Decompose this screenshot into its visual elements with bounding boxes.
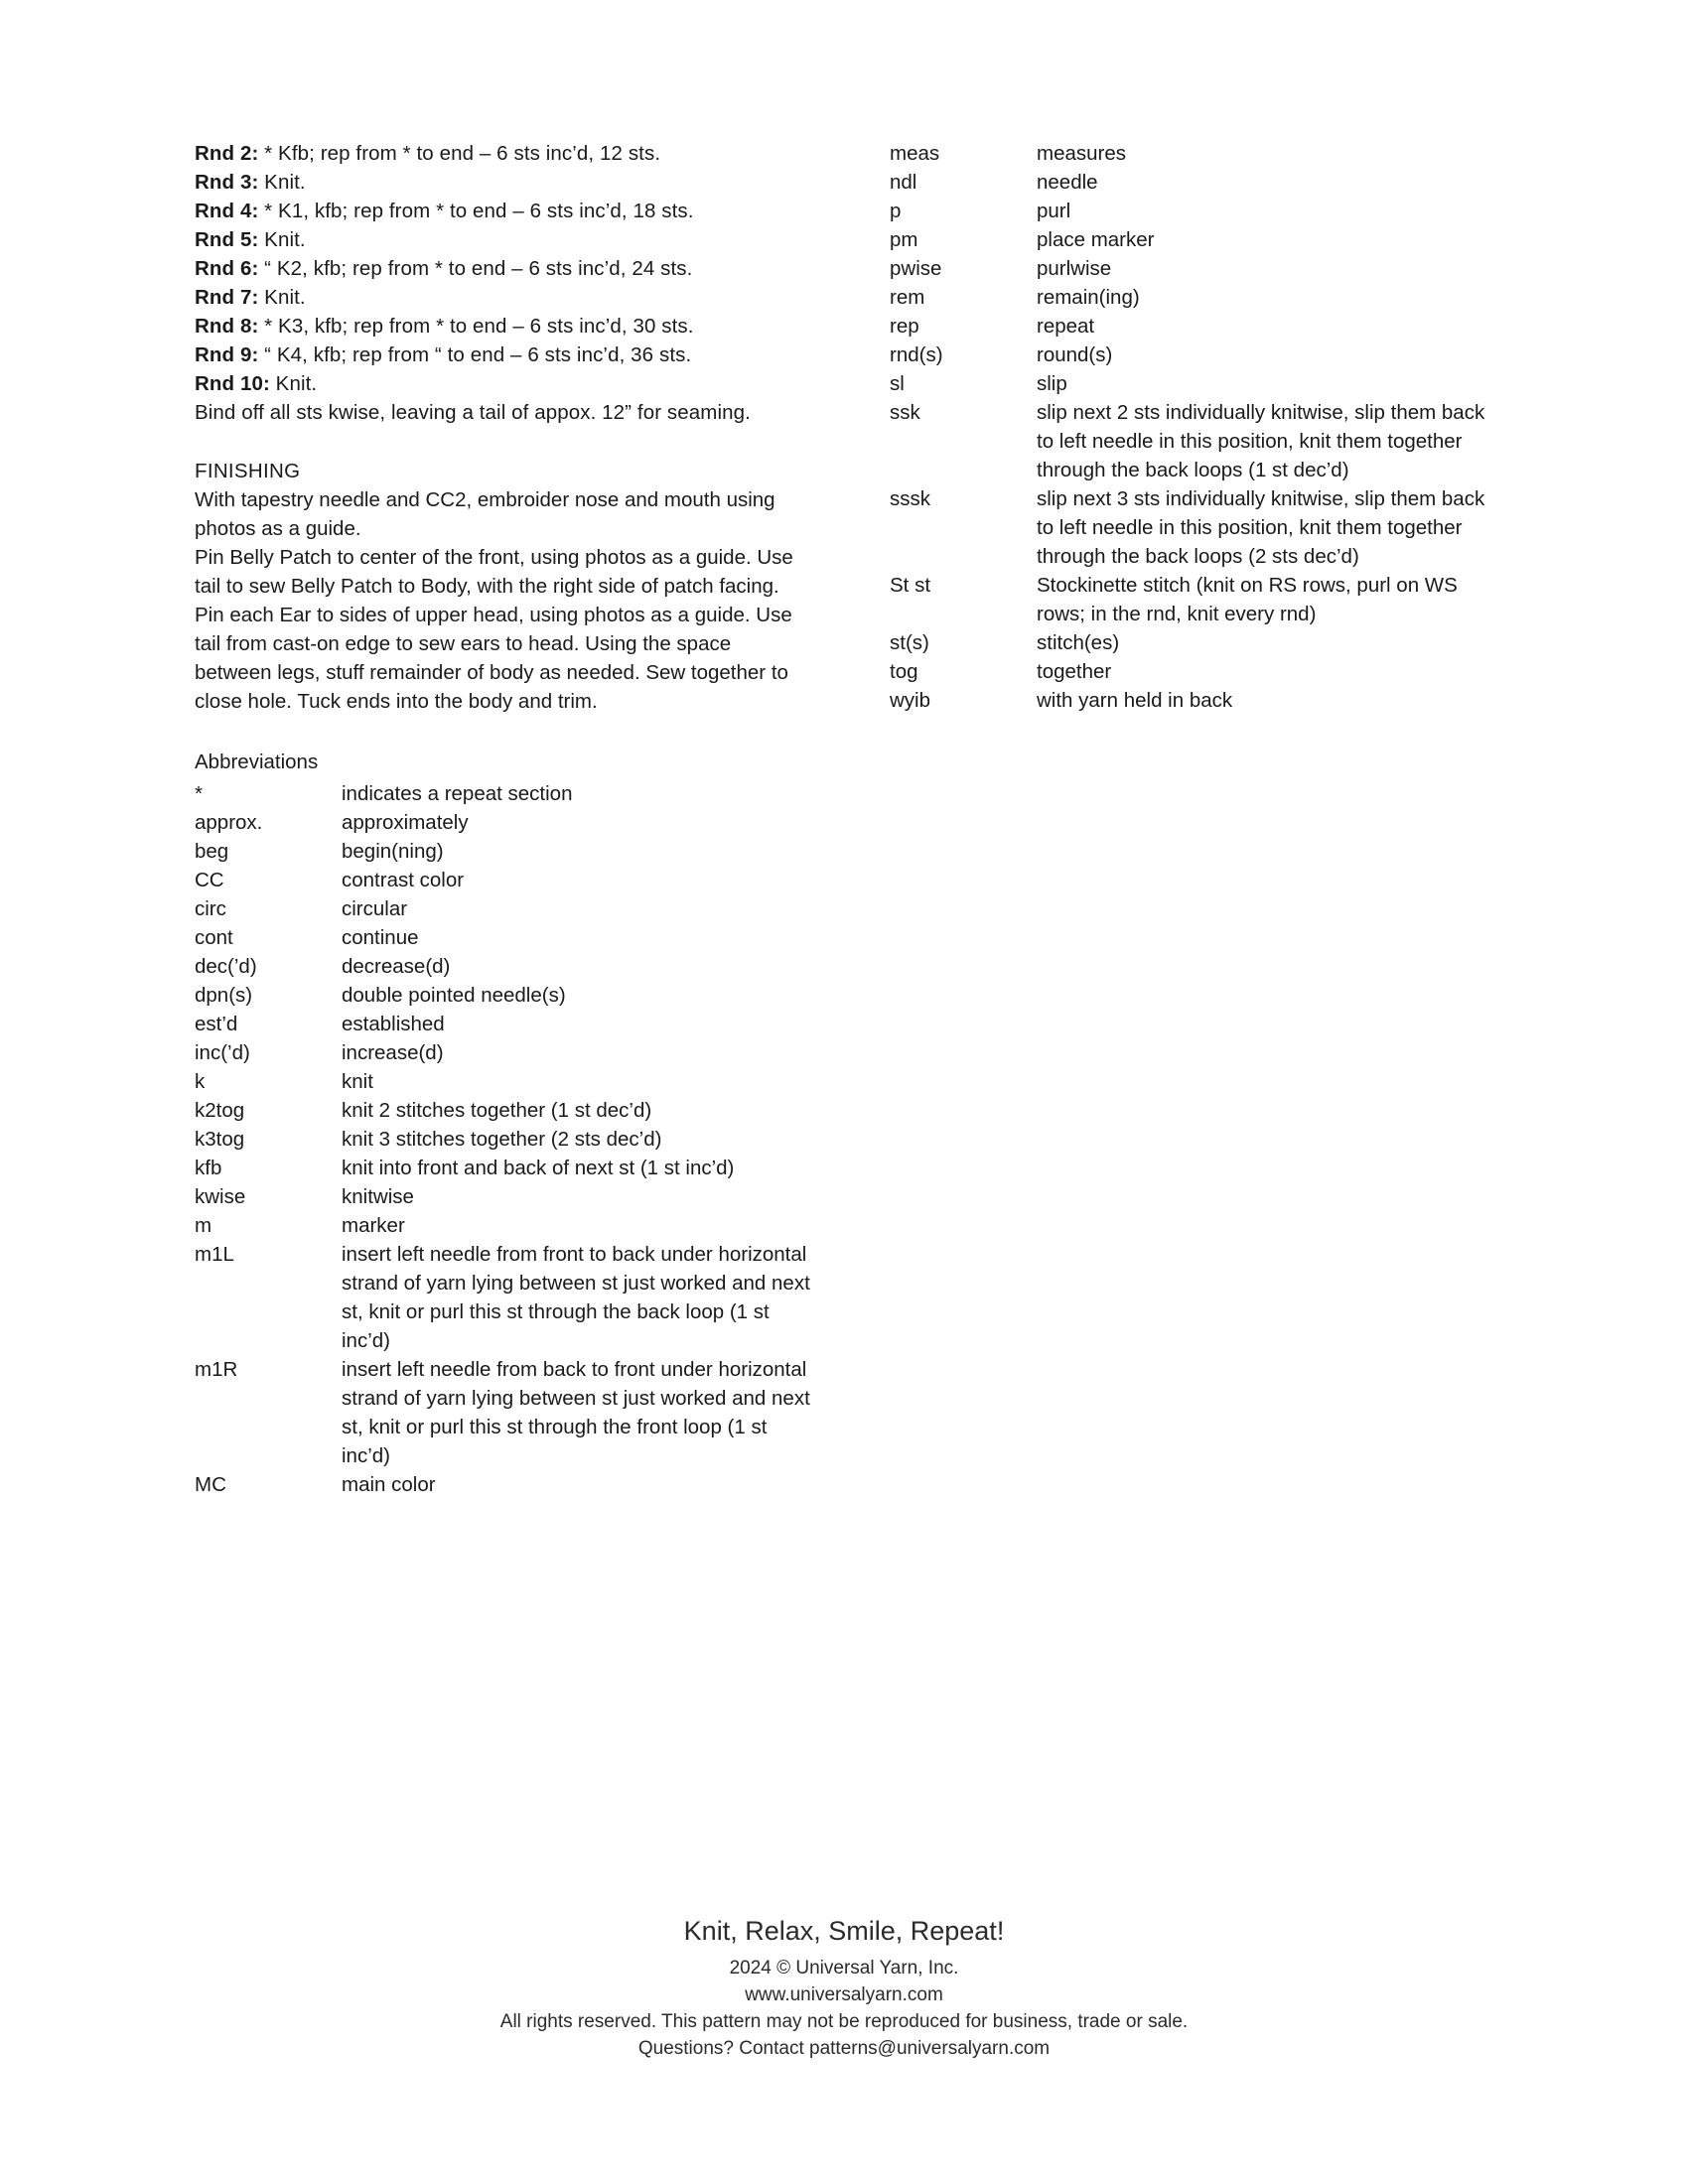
abbreviation-row — [890, 254, 1505, 283]
round-label: Rnd 6: — [195, 257, 259, 280]
abbreviation-definition: circular — [342, 897, 408, 920]
abbreviation-row — [195, 1470, 810, 1499]
abbreviation-term: dpn(s) — [195, 984, 253, 1007]
abbreviation-term: pm — [890, 228, 918, 251]
round-line — [195, 225, 810, 254]
abbreviation-term: sl — [890, 372, 905, 395]
abbreviation-row — [890, 628, 1505, 657]
footer-contact[interactable]: Questions? Contact patterns@universalyarn.com — [637, 2038, 1051, 2059]
abbreviation-term: CC — [195, 869, 224, 891]
abbreviation-definition: increase(d) — [342, 1041, 444, 1064]
round-line — [195, 369, 810, 398]
round-label: Rnd 4: — [195, 200, 259, 222]
abbreviation-term: pwise — [890, 257, 942, 280]
abbreviation-term: ssk — [890, 401, 920, 424]
abbreviation-row — [890, 225, 1505, 254]
abbreviation-term: St st — [890, 574, 931, 597]
left-column — [195, 139, 810, 1499]
abbreviation-definition: slip — [1037, 372, 1067, 395]
finishing-section — [195, 457, 810, 716]
abbreviation-row — [195, 866, 810, 894]
abbreviation-definition: measures — [1037, 142, 1127, 165]
abbreviation-definition: together — [1037, 660, 1112, 683]
round-label: Rnd 3: — [195, 171, 259, 194]
abbreviation-definition: marker — [342, 1214, 405, 1237]
abbreviation-row — [890, 657, 1505, 686]
finishing-paragraph: With tapestry needle and CC2, embroider nose and mouth using photos as a guide. — [195, 488, 775, 540]
round-text: Knit. — [258, 228, 306, 251]
abbreviation-term: k — [195, 1070, 206, 1093]
abbreviation-row — [195, 894, 810, 923]
footer-copyright: 2024 © Universal Yarn, Inc. — [729, 1958, 959, 1979]
abbreviation-row — [890, 139, 1505, 168]
abbreviation-row — [890, 484, 1505, 571]
abbreviation-row — [195, 837, 810, 866]
abbreviation-term: ndl — [890, 171, 917, 194]
abbreviation-definition: knitwise — [342, 1185, 414, 1208]
abbreviation-definition: remain(ing) — [1037, 286, 1140, 309]
abbreviation-term: tog — [890, 660, 918, 683]
round-label: Rnd 10: — [195, 372, 270, 395]
abbreviation-row — [890, 686, 1505, 715]
abbreviation-definition: main color — [342, 1473, 436, 1496]
abbreviations-table-left — [195, 779, 810, 1499]
abbreviation-definition: decrease(d) — [342, 955, 451, 978]
abbreviation-row — [195, 981, 810, 1010]
abbreviation-term: dec(’d) — [195, 955, 257, 978]
abbreviation-term: m — [195, 1214, 212, 1237]
abbreviation-definition: double pointed needle(s) — [342, 984, 566, 1007]
abbreviation-term: k2tog — [195, 1099, 245, 1122]
pattern-rounds-block — [195, 139, 810, 427]
bind-off-line: Bind off all sts kwise, leaving a tail of appox. 12” for seaming. — [195, 401, 751, 424]
abbreviation-row — [890, 283, 1505, 312]
finishing-paragraph: Pin each Ear to sides of upper head, using photos as a guide. Use tail from cast-on edge to sew ears to head. Using the space between legs, stuff remainder of body as needed. Sew together to close hole. Tuck ends into the body and trim. — [195, 604, 792, 713]
abbreviation-row — [195, 952, 810, 981]
abbreviation-term: rem — [890, 286, 925, 309]
abbreviation-term: MC — [195, 1473, 226, 1496]
abbreviation-definition: purlwise — [1037, 257, 1112, 280]
abbreviations-heading: Abbreviations — [195, 751, 319, 773]
abbreviation-definition: slip next 3 sts individually knitwise, slip them back to left needle in this position, knit them together through the back loops (2 sts dec’d) — [1037, 487, 1485, 568]
two-column-layout — [195, 139, 1505, 1499]
abbreviation-row — [195, 779, 810, 808]
abbreviation-row — [195, 1038, 810, 1067]
round-text: Knit. — [258, 171, 306, 194]
abbreviation-term: cont — [195, 926, 233, 949]
abbreviation-term: circ — [195, 897, 226, 920]
abbreviation-row — [195, 1154, 810, 1182]
abbreviation-term: meas — [890, 142, 940, 165]
abbreviation-definition: repeat — [1037, 315, 1095, 338]
abbreviation-term: st(s) — [890, 631, 929, 654]
abbreviation-row — [195, 808, 810, 837]
round-label: Rnd 8: — [195, 315, 259, 338]
round-label: Rnd 9: — [195, 343, 259, 366]
abbreviation-row — [890, 197, 1505, 225]
abbreviation-definition: begin(ning) — [342, 840, 444, 863]
abbreviation-definition: slip next 2 sts individually knitwise, slip them back to left needle in this position, knit them together through the back loops (1 st dec’d) — [1037, 401, 1485, 481]
round-line — [195, 283, 810, 312]
abbreviation-term: m1L — [195, 1243, 234, 1266]
round-line — [195, 341, 810, 369]
round-line — [195, 197, 810, 225]
abbreviation-term: rep — [890, 315, 919, 338]
abbreviation-term: beg — [195, 840, 229, 863]
abbreviations-section — [195, 748, 810, 1499]
abbreviation-definition: contrast color — [342, 869, 465, 891]
round-text: Knit. — [269, 372, 318, 395]
round-text: * K3, kfb; rep from * to end – 6 sts inc’d, 30 sts. — [258, 315, 694, 338]
abbreviation-row — [195, 1010, 810, 1038]
abbreviation-row — [890, 571, 1505, 628]
abbreviation-row — [890, 398, 1505, 484]
finishing-paragraph: Pin Belly Patch to center of the front, using photos as a guide. Use tail to sew Belly Patch to Body, with the right side of patch facing. — [195, 546, 793, 598]
abbreviations-table-right — [890, 139, 1505, 715]
abbreviation-definition: stitch(es) — [1037, 631, 1120, 654]
round-label: Rnd 7: — [195, 286, 259, 309]
abbreviation-term: kfb — [195, 1157, 222, 1179]
abbreviation-term: rnd(s) — [890, 343, 943, 366]
abbreviation-definition: purl — [1037, 200, 1071, 222]
abbreviation-definition: knit 2 stitches together (1 st dec’d) — [342, 1099, 652, 1122]
round-line — [195, 312, 810, 341]
abbreviation-definition: approximately — [342, 811, 469, 834]
abbreviation-row — [195, 1125, 810, 1154]
abbreviation-row — [890, 369, 1505, 398]
abbreviation-term: m1R — [195, 1358, 238, 1381]
abbreviation-definition: with yarn held in back — [1037, 689, 1233, 712]
round-text: Knit. — [258, 286, 306, 309]
round-line — [195, 168, 810, 197]
round-text: “ K2, kfb; rep from * to end – 6 sts inc’d, 24 sts. — [258, 257, 693, 280]
abbreviation-row — [195, 1355, 810, 1470]
abbreviation-row — [195, 1067, 810, 1096]
abbreviation-definition: indicates a repeat section — [342, 782, 573, 805]
abbreviation-term: kwise — [195, 1185, 246, 1208]
right-column — [890, 139, 1505, 715]
abbreviation-row — [890, 341, 1505, 369]
round-text: * Kfb; rep from * to end – 6 sts inc’d, 12 sts. — [258, 142, 661, 165]
abbreviation-definition: needle — [1037, 171, 1098, 194]
abbreviation-term: sssk — [890, 487, 930, 510]
abbreviation-definition: knit — [342, 1070, 373, 1093]
round-line — [195, 139, 810, 168]
abbreviation-term: p — [890, 200, 902, 222]
round-label: Rnd 5: — [195, 228, 259, 251]
abbreviation-term: wyib — [890, 689, 931, 712]
page-content — [195, 139, 1505, 1499]
abbreviation-definition: place marker — [1037, 228, 1155, 251]
abbreviation-term: k3tog — [195, 1128, 245, 1151]
abbreviation-definition: round(s) — [1037, 343, 1113, 366]
round-label: Rnd 2: — [195, 142, 259, 165]
footer-tagline: Knit, Relax, Smile, Repeat! — [683, 1916, 1005, 1946]
page-footer — [0, 1914, 1688, 2062]
finishing-heading: FINISHING — [195, 460, 301, 482]
abbreviation-definition: insert left needle from back to front under horizontal strand of yarn lying between st just worked and next st, knit or purl this st through the front loop (1 st inc’d) — [342, 1358, 810, 1467]
abbreviation-definition: knit into front and back of next st (1 st inc’d) — [342, 1157, 735, 1179]
footer-website[interactable]: www.universalyarn.com — [745, 1984, 943, 2005]
abbreviation-row — [195, 1240, 810, 1355]
abbreviation-term: approx. — [195, 811, 263, 834]
abbreviation-row — [195, 1182, 810, 1211]
round-line — [195, 254, 810, 283]
abbreviation-row — [195, 1211, 810, 1240]
abbreviation-definition: knit 3 stitches together (2 sts dec’d) — [342, 1128, 662, 1151]
abbreviation-row — [195, 1096, 810, 1125]
abbreviation-row — [890, 312, 1505, 341]
footer-rights: All rights reserved. This pattern may not be reproduced for business, trade or sale. — [499, 2011, 1189, 2032]
abbreviation-term: inc(’d) — [195, 1041, 250, 1064]
round-text: “ K4, kfb; rep from “ to end – 6 sts inc’d, 36 sts. — [258, 343, 692, 366]
abbreviation-definition: insert left needle from front to back under horizontal strand of yarn lying between st just worked and next st, knit or purl this st through the back loop (1 st inc’d) — [342, 1243, 810, 1352]
abbreviation-term: est’d — [195, 1013, 238, 1035]
abbreviation-definition: Stockinette stitch (knit on RS rows, purl on WS rows; in the rnd, knit every rnd) — [1037, 574, 1458, 625]
abbreviation-row — [195, 923, 810, 952]
abbreviation-term: * — [195, 782, 203, 805]
round-text: * K1, kfb; rep from * to end – 6 sts inc’d, 18 sts. — [258, 200, 694, 222]
abbreviation-row — [890, 168, 1505, 197]
abbreviation-definition: continue — [342, 926, 419, 949]
abbreviation-definition: established — [342, 1013, 445, 1035]
